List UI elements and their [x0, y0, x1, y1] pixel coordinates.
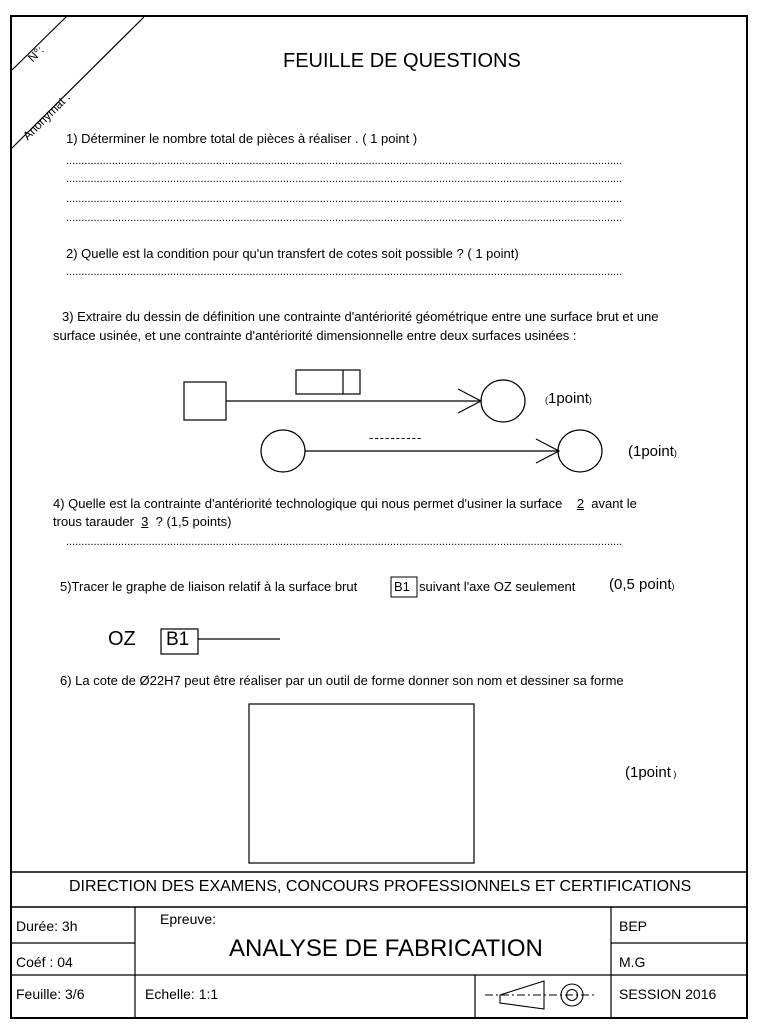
coefficient: Coéf : 04	[16, 954, 73, 970]
question-3-line-1: 3) Extraire du dessin de définition une contrainte d'antériorité géométrique entre une surface brut et une	[62, 309, 659, 324]
exam-type: BEP	[619, 918, 648, 934]
scale: Echelle: 1:1	[145, 986, 219, 1002]
duration: Durée: 3h	[16, 918, 78, 934]
organisation: DIRECTION DES EXAMENS, CONCOURS PROFESSIONNELS ET CERTIFICATIONS	[69, 878, 692, 895]
points-label: (1point)	[628, 443, 677, 460]
anonymat-label: Anonymat :	[20, 90, 73, 143]
page-title: FEUILLE DE QUESTIONS	[283, 50, 521, 72]
specialty: M.G	[619, 954, 646, 970]
answer-line[interactable]: ......................................................................................................................................................................................	[66, 266, 623, 278]
exam-subject: ANALYSE DE FABRICATION	[229, 935, 543, 962]
sheet-number: Feuille: 3/6	[16, 986, 85, 1002]
answer-line[interactable]: ......................................................................................................................................................................................	[66, 536, 623, 548]
dimension-dashes: ----------	[369, 430, 423, 445]
epreuve-label: Epreuve:	[160, 911, 217, 927]
question-5-suffix: suivant l'axe OZ seulement	[419, 579, 576, 594]
surface-number: 2	[576, 496, 585, 511]
points-label: (1point)	[545, 390, 592, 407]
session: SESSION 2016	[619, 986, 717, 1002]
surface-circle-usinee-1	[481, 380, 525, 422]
answer-line[interactable]: ......................................................................................................................................................................................	[66, 155, 623, 167]
hole-number: 3	[141, 514, 149, 529]
surface-b1-label: B1	[394, 579, 410, 594]
question-5: 5)Tracer le graphe de liaison relatif à la surface brut	[60, 579, 358, 594]
question-4-line-2: trous tarauder 3 ? (1,5 points)	[53, 514, 232, 529]
points-label: (1point )	[625, 764, 677, 781]
question-1: 1) Déterminer le nombre total de pièces à réaliser . ( 1 point )	[66, 131, 418, 146]
answer-line[interactable]: ......................................................................................................................................................................................	[66, 173, 623, 185]
question-6: 6) La cote de Ø22H7 peut être réaliser par un outil de forme donner son nom et dessiner sa forme	[60, 673, 624, 688]
number-label: N°:	[25, 43, 47, 65]
question-2: 2) Quelle est la condition pour qu'un transfert de cotes soit possible ? ( 1 point)	[66, 246, 519, 261]
surface-circle-usinee-3	[558, 430, 602, 472]
points-label: (0,5 point)	[609, 576, 675, 593]
axis-label: OZ	[108, 628, 136, 650]
surface-circle-usinee-2	[261, 430, 305, 472]
answer-box	[296, 370, 360, 394]
surface-box-brut	[184, 382, 226, 420]
question-3-line-2: surface usinée, et une contrainte d'antériorité dimensionnelle entre deux surfaces usinées :	[53, 328, 577, 343]
projection-symbol-icon	[485, 981, 595, 1009]
answer-line[interactable]: ......................................................................................................................................................................................	[66, 193, 623, 205]
question-4-line-1: 4) Quelle est la contrainte d'antériorité technologique qui nous permet d'usiner la surface 2 avant le	[53, 496, 637, 511]
answer-line[interactable]: ......................................................................................................................................................................................	[66, 212, 623, 224]
drawing-box	[249, 704, 474, 863]
graph-surface-label: B1	[166, 629, 190, 650]
